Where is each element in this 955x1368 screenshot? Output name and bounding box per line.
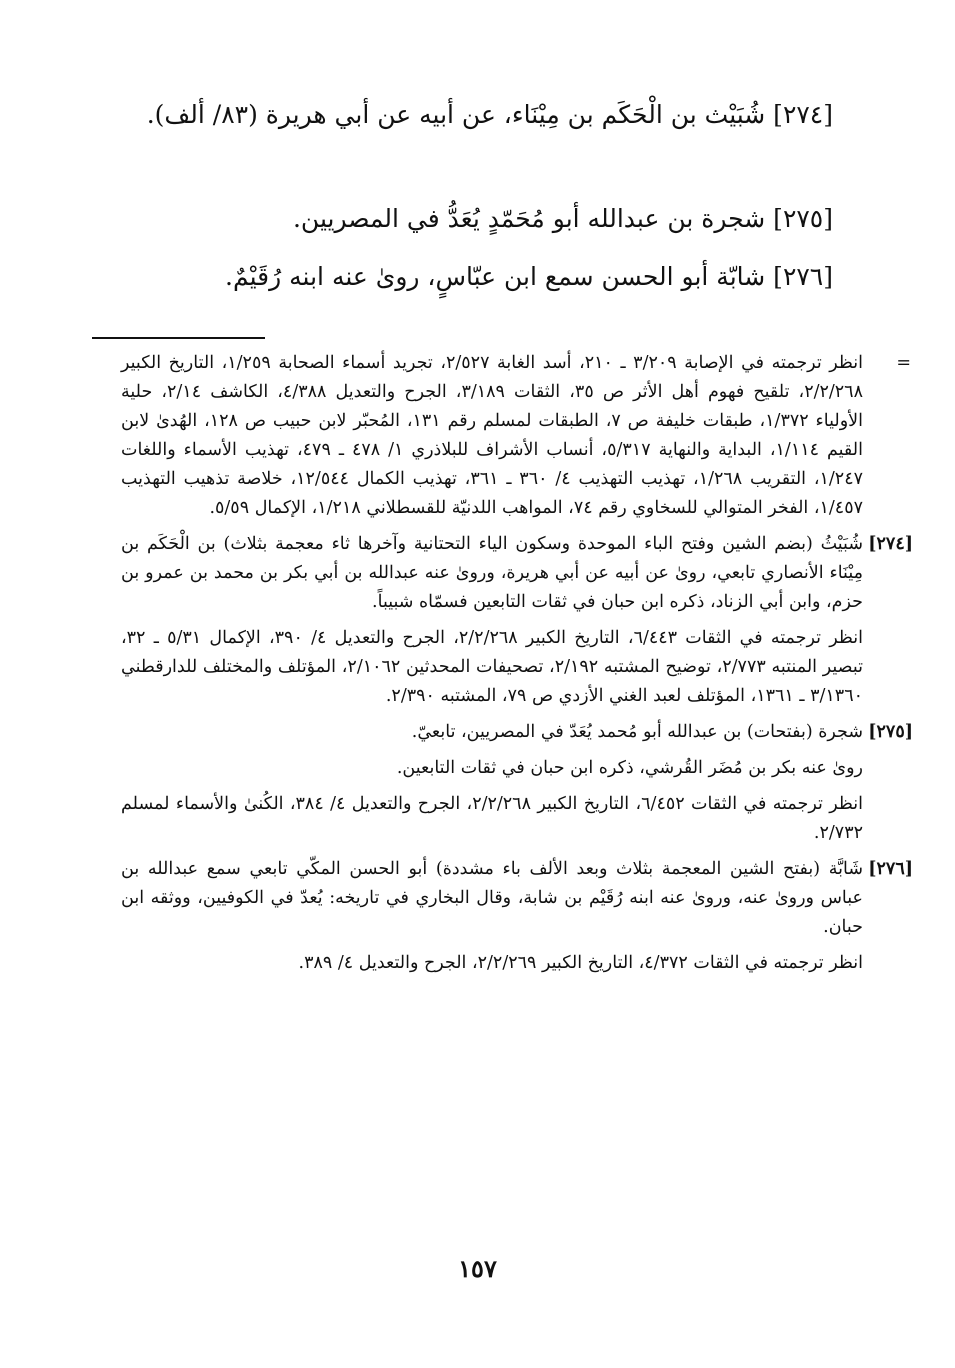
footnote-paragraph: روىٰ عنه بكر بن مُضَر القُرشي، ذكره ابن حبان في ثقات التابعين. xyxy=(396,758,863,778)
footnote-paragraph: انظر ترجمته في الثقات ٦/٤٥٢، التاريخ الكبير ٢/٢/٢٦٨، الجرح والتعديل ٤/ ٣٨٤، الكُنىٰ والأسماء لمسلم ٢/٧٣٢. xyxy=(121,794,863,843)
footnote-paragraph: انظر ترجمته في الثقات ٤/٣٧٢، التاريخ الكبير ٢/٢/٢٦٩، الجرح والتعديل ٤/ ٣٨٩. xyxy=(298,953,863,973)
footnote-number: [٢٧٥] xyxy=(868,722,913,742)
entry-276: [٢٧٦] شابّة أبو الحسن سمع ابن عبّاسٍ، روىٰ عنه ابنه رُقَيْمٌ. xyxy=(225,262,833,291)
page-number: ١٥٧ xyxy=(458,1254,497,1283)
entry-275: [٢٧٥] شجرة بن عبدالله أبو مُحَمّدٍ يُعَدُّ في المصريين. xyxy=(292,204,833,233)
footnote-continuation xyxy=(121,349,911,523)
footnote-paragraph: شَابَّة (بفتح الشين المعجمة بثلاث وبعد الألف باء مشددة) أبو الحسن المكّي تابعي سمع عبدالله بن عباس وروىٰ عنه، وروىٰ عنه ابنه رُقَيْم بن شابة، وقال البخاري في تاريخه: يُعدّ في الكوفيين، ووثقه ابن حبان. xyxy=(121,859,863,937)
footnote-275 xyxy=(121,718,913,848)
continuation-marker: = xyxy=(896,353,911,373)
entry-274: [٢٧٤] شُبَيْث بن الْحَكَم بن مِيْنَاء، عن أبيه عن أبي هريرة (٨٣/ ألف). xyxy=(146,100,833,129)
footnote-paragraph: شُبَيْثُ (بضم الشين وفتح الباء الموحدة وسكون الياء التحتانية وآخرها ثاء معجمة بثلاث) بن الْحَكَم بن مِيْنَاء الأنصاري تابعي، روىٰ عن أبيه عن أبي هريرة، وروىٰ عنه عبدالله بن أبي بكر بن محمد بن عمرو بن حزم، وابن أبي الزناد، ذكره ابن حبان في ثقات التابعين فسمّاه شبيباً. xyxy=(121,534,863,612)
footnote-paragraph: شجرة (بفتحات) بن عبدالله أبو مُحمد يُعَدّ في المصريين، تابعيّ. xyxy=(411,722,863,742)
footnote-276 xyxy=(121,855,913,978)
footnote-number: [٢٧٤] xyxy=(868,534,913,554)
footnote-paragraph: انظر ترجمته في الثقات ٦/٤٤٣، التاريخ الكبير ٢/٢/٢٦٨، الجرح والتعديل ٤/ ٣٩٠، الإكمال ٥/٣١ ـ ٣٢، تبصير المنتبه ٢/٧٧٣، توضيح المشتبه ٢/١٩٢، تصحيفات المحدثين ٢/١٠٦٢، المؤتلف والمختلف للدارقطني ٣/١٣٦٠ ـ ١٣٦١، المؤتلف لعبد الغني الأزدي ص ٧٩، المشتبه ٢/٣٩٠. xyxy=(121,628,863,706)
footnotes xyxy=(121,349,913,978)
footnote-separator xyxy=(92,337,265,339)
footnote-text: انظر ترجمته في الإصابة ٣/٢٠٩ ـ ٢١٠، أسد الغابة ٢/٥٢٧، تجريد أسماء الصحابة ١/٢٥٩، التاريخ الكبير ٢/٢/٢٦٨، تلقيح فهوم أهل الأثر ص ٣٥، الثقات ٣/١٨٩، الجرح والتعديل ٤/٣٨٨، الكاشف ٢/١٤، حلية الأولياء ١/٣٧٢، طبقات خليفة ص ٧، الطبقات لمسلم رقم ١٣١، المُحبّر لابن حبيب ص ١٢٨، الهُدىٰ لابن القيم ١/١١٤، البداية والنهاية ٥/٣١٧، أنساب الأشراف للبلاذري ١/ ٤٧٨ ـ ٤٧٩، تهذيب الأسماء واللغات ١/٢٤٧، التقريب ١/٢٦٨، تهذيب التهذيب ٤/ ٣٦٠ ـ ٣٦١، تهذيب الكمال ١٢/٥٤٤، خلاصة تذهيب التهذيب ١/٤٥٧، الفخر المتوالي للسخاوي رقم ٧٤، المواهب اللدنيّة للقسطلاني ١/٢١٨، الإكمال ٥/٥٩. xyxy=(121,353,864,518)
footnote-274 xyxy=(121,530,913,711)
footnote-number: [٢٧٦] xyxy=(868,859,913,879)
main-text xyxy=(118,92,833,291)
